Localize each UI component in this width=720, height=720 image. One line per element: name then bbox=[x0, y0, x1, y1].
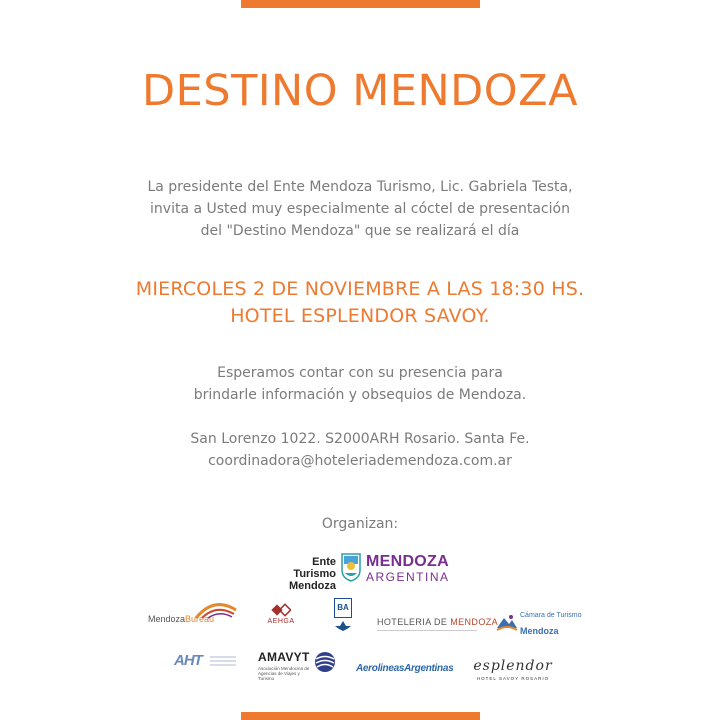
aht-logo bbox=[172, 652, 242, 682]
page-title: DESTINO MENDOZA bbox=[142, 66, 578, 116]
organizers-label: Organizan: bbox=[321, 516, 399, 532]
intro-line: La presidente del Ente Mendoza Turismo, Lic. Gabriela Testa, bbox=[147, 179, 573, 195]
ba-box: BA bbox=[334, 598, 352, 618]
amavyt-name: AMAVYT bbox=[258, 650, 310, 664]
closing-text bbox=[0, 362, 720, 406]
hoteleria-text: HOTELERIA DE MENDOZA bbox=[377, 617, 499, 627]
intro-line: invita a Usted muy especialmente al cóctel de presentación bbox=[150, 201, 570, 217]
closing-line: brindarle información y obsequios de Mendoza. bbox=[193, 387, 527, 403]
argentina-brand: ARGENTINA bbox=[366, 570, 450, 584]
event-venue: HOTEL ESPLENDOR SAVOY. bbox=[230, 305, 490, 327]
esplendor-subtitle: HOTEL SAVOY ROSARIO bbox=[476, 676, 550, 681]
mendoza-bureau-swoosh-icon bbox=[194, 600, 238, 620]
hoteleria-underline bbox=[377, 630, 477, 631]
camara-mountain-icon bbox=[496, 614, 518, 632]
bodegas-leaf-icon bbox=[334, 620, 352, 632]
aehga-logo bbox=[259, 602, 303, 636]
camara-title: Cámara de Turismo bbox=[520, 612, 582, 619]
aehga-emblem-icon bbox=[271, 602, 291, 618]
aht-text: AHT bbox=[174, 652, 202, 669]
camara-turismo-logo bbox=[496, 612, 582, 636]
bottom-accent-bar bbox=[241, 712, 480, 720]
esplendor-logo bbox=[470, 658, 556, 684]
event-date: MIERCOLES 2 DE NOVIEMBRE A LAS 18:30 HS. bbox=[135, 278, 585, 300]
postal-address: San Lorenzo 1022. S2000ARH Rosario. Santa Fe. bbox=[190, 431, 530, 447]
ente-turismo-mendoza-logo bbox=[268, 552, 458, 592]
aerolineas-text: AerolineasArgentinas bbox=[356, 663, 454, 674]
esplendor-name: esplendor bbox=[473, 658, 553, 674]
amavyt-subtitle: Asociación Mendocina de Agencias de Viajes y Turismo bbox=[258, 666, 310, 681]
closing-line: Esperamos contar con su presencia para bbox=[217, 365, 503, 381]
aht-lines-icon bbox=[210, 654, 236, 670]
aehga-text: AEHGA bbox=[267, 618, 295, 625]
invitation-text bbox=[0, 176, 720, 242]
hoteleria-mendoza-logo bbox=[375, 612, 499, 634]
mendoza-shield-icon bbox=[340, 552, 362, 582]
camara-mendoza: Mendoza bbox=[520, 626, 559, 636]
aerolineas-argentinas-logo bbox=[356, 661, 456, 677]
top-accent-bar bbox=[241, 0, 480, 8]
bodegas-argentina-logo bbox=[328, 598, 372, 638]
email-link[interactable]: coordinadora@hoteleriademendoza.com.ar bbox=[208, 453, 512, 469]
mendoza-brand: MENDOZA bbox=[366, 553, 449, 570]
intro-line: del "Destino Mendoza" que se realizará el día bbox=[200, 223, 520, 239]
mendoza-bureau-logo: MendozaBureau bbox=[148, 600, 240, 634]
amavyt-globe-icon bbox=[313, 650, 337, 674]
event-details bbox=[0, 276, 720, 330]
ente-turismo-text: Ente Turismo Mendoza bbox=[288, 556, 336, 592]
contact-info bbox=[0, 428, 720, 472]
amavyt-logo bbox=[258, 650, 338, 684]
